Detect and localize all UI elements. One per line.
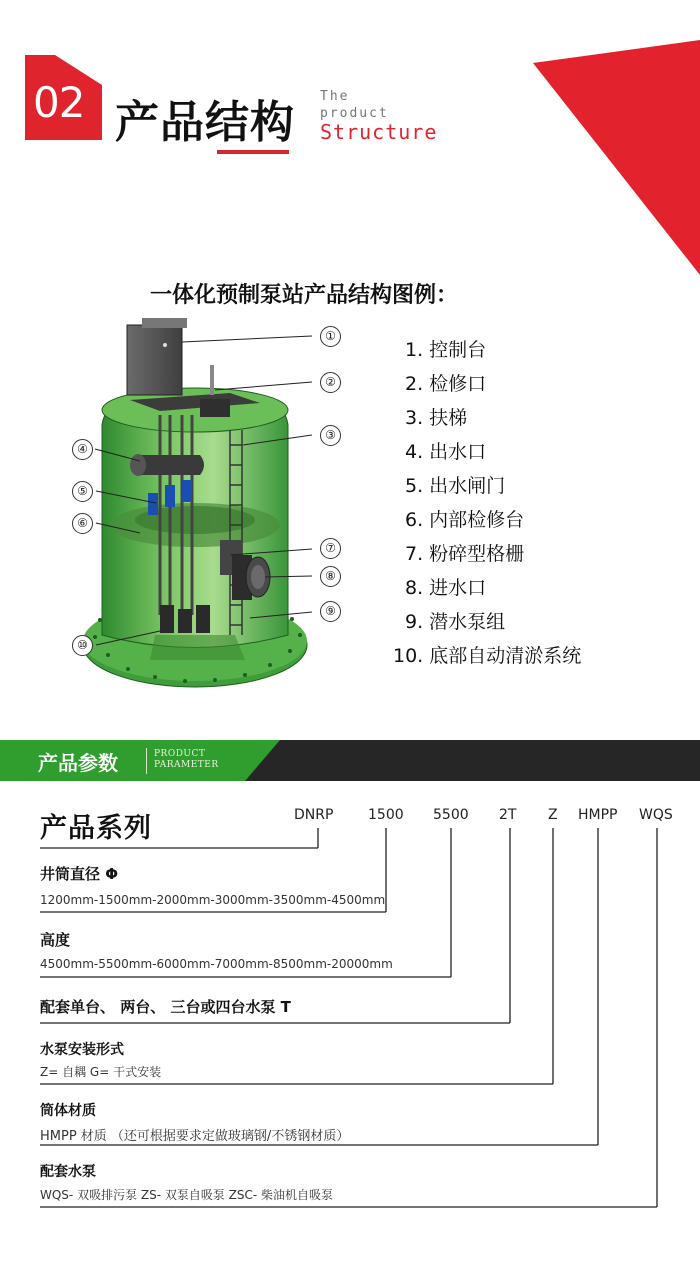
param-label-pump: 配套水泵 — [40, 1164, 96, 1180]
section-en-line1: The — [320, 89, 350, 104]
callout-1: ① — [320, 326, 341, 347]
legend-item: 6. 内部检修台 — [405, 509, 525, 531]
legend-item: 8. 进水口 — [405, 577, 487, 599]
section-en-line3: Structure — [320, 120, 438, 144]
series-code-pumps: 2T — [499, 807, 517, 823]
legend-item: 5. 出水闸门 — [405, 475, 506, 497]
param-value-install: Z= 自耦 G= 干式安装 — [40, 1065, 162, 1079]
diagram-legend-list — [393, 333, 582, 673]
legend-item: 2. 检修口 — [405, 373, 487, 395]
series-code-install: Z — [548, 807, 558, 823]
legend-item: 3. 扶梯 — [405, 407, 468, 429]
params-banner-title: 产品参数 — [38, 751, 118, 775]
series-code-dnrp: DNRP — [294, 807, 334, 823]
param-label-height: 高度 — [40, 931, 71, 949]
legend-item: 10. 底部自动清淤系统 — [393, 645, 582, 667]
series-code-material: HMPP — [578, 807, 618, 823]
legend-item: 1. 控制台 — [405, 339, 487, 361]
param-value-pump: WQS- 双吸排污泵 ZS- 双泵自吸泵 ZSC- 柴油机自吸泵 — [40, 1188, 334, 1202]
series-code-height: 5500 — [433, 807, 469, 823]
banner-separator — [146, 748, 147, 774]
callout-7: ⑦ — [320, 538, 341, 559]
param-value-height: 4500mm-5500mm-6000mm-7000mm-8500mm-20000mm — [40, 957, 393, 971]
param-label-pump-count: 配套单台、 两台、 三台或四台水泵 T — [40, 998, 291, 1016]
param-label-install: 水泵安装形式 — [40, 1042, 124, 1058]
legend-item: 9. 潜水泵组 — [405, 611, 506, 633]
callout-3: ③ — [320, 425, 341, 446]
series-code-diameter: 1500 — [368, 807, 404, 823]
section-title: 产品结构 — [115, 97, 295, 148]
callout-5: ⑤ — [72, 481, 93, 502]
corner-red-triangle — [0, 0, 700, 300]
control-cabinet — [127, 325, 182, 395]
callout-9: ⑨ — [320, 601, 341, 622]
legend-item: 7. 粉碎型格栅 — [405, 543, 525, 565]
callout-8: ⑧ — [320, 566, 341, 587]
pump-station-diagram — [60, 315, 360, 700]
param-label-material: 筒体材质 — [40, 1103, 96, 1119]
param-value-diameter: 1200mm-1500mm-2000mm-3000mm-3500mm-4500mm — [40, 893, 386, 907]
section-number: 02 — [33, 78, 85, 127]
callout-6: ⑥ — [72, 513, 93, 534]
section-en-line2: product — [320, 106, 389, 121]
callout-4: ④ — [72, 439, 93, 460]
param-label-diameter: 井筒直径 Φ — [40, 865, 118, 883]
diagram-legend-title: 一体化预制泵站产品结构图例： — [150, 283, 459, 308]
title-underline — [217, 150, 289, 154]
legend-item: 4. 出水口 — [405, 441, 487, 463]
series-code-pump-type: WQS — [639, 807, 673, 823]
params-banner-english: PRODUCT PARAMETER — [154, 749, 219, 770]
series-title: 产品系列 — [40, 813, 152, 844]
callout-10: ⑩ — [72, 635, 93, 656]
param-value-material: HMPP 材质 （还可根据要求定做玻璃钢/不锈钢材质） — [40, 1129, 350, 1144]
callout-2: ② — [320, 372, 341, 393]
section-title-english — [320, 88, 438, 144]
